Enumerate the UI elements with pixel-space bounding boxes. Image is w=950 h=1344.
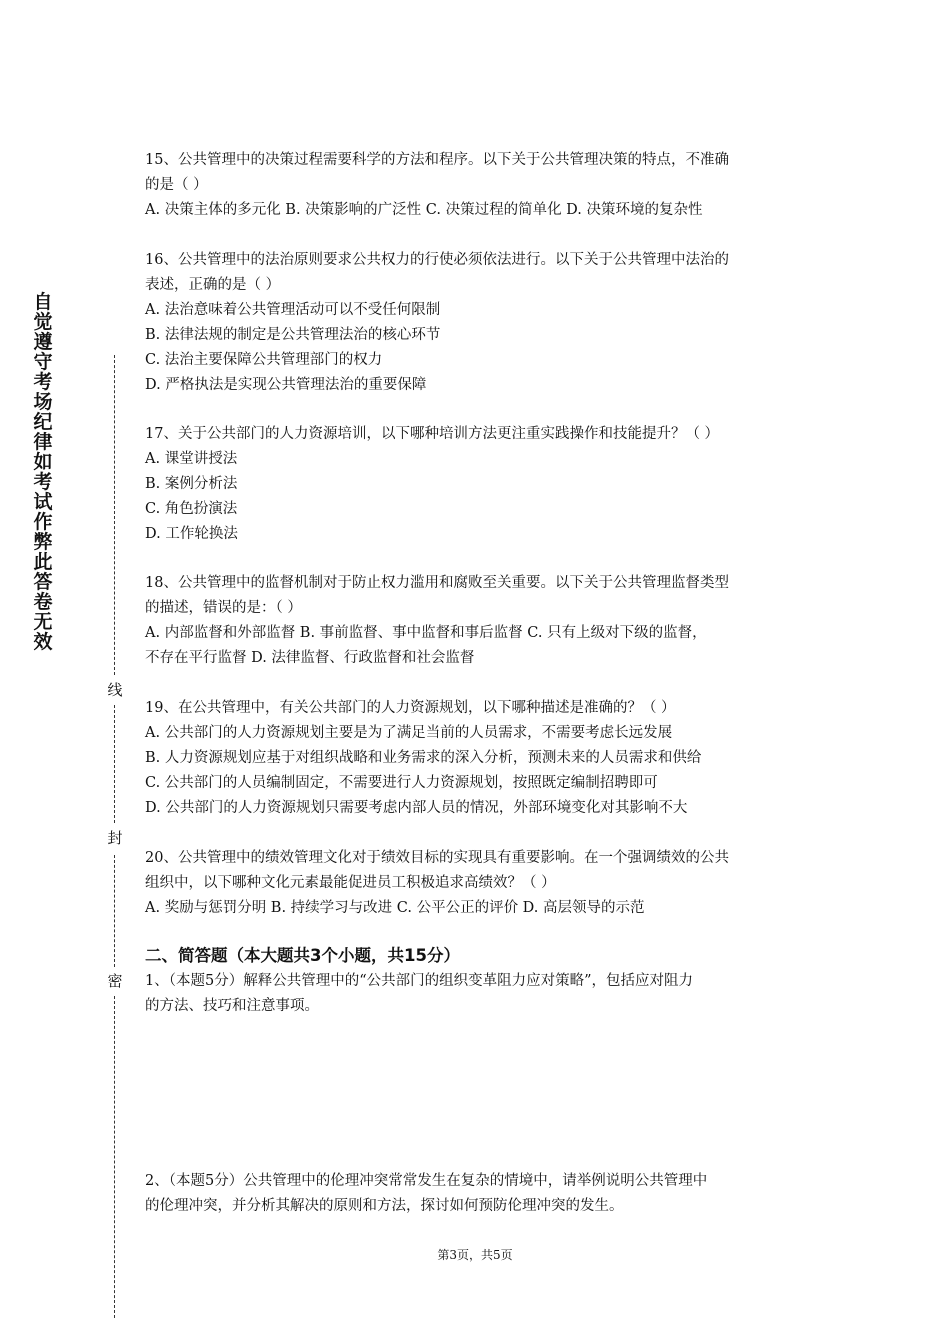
question-18 — [145, 571, 810, 671]
binding-mark-feng: 封 — [104, 829, 126, 847]
warning-char: 卷 — [33, 591, 53, 613]
question-15 — [145, 148, 810, 223]
option-d: D. 严格执法是实现公共管理法治的重要保障 — [145, 377, 427, 393]
warning-char: 弊 — [33, 531, 53, 553]
question-options: 不存在平行监督 D. 法律监督、行政监督和社会监督 — [145, 650, 475, 666]
question-line: 组织中，以下哪种文化元素最能促进员工积极追求高绩效？（ ） — [145, 875, 556, 891]
short-answer-2 — [145, 1169, 810, 1219]
question-17 — [145, 422, 810, 547]
question-options: A. 奖励与惩罚分明 B. 持续学习与改进 C. 公平公正的评价 D. 高层领导的示范 — [145, 900, 645, 916]
question-options: A. 内部监督和外部监督 B. 事前监督、事中监督和事后监督 C. 只有上级对下级的监督， — [145, 625, 707, 641]
binding-dashed-line — [114, 355, 115, 675]
page-footer: 第3页，共5页 — [437, 1248, 513, 1262]
option-b: B. 法律法规的制定是公共管理法治的核心环节 — [145, 327, 441, 343]
warning-char: 遵 — [33, 331, 53, 353]
question-line: 2、（本题5分）公共管理中的伦理冲突常常发生在复杂的情境中，请举例说明公共管理中 — [145, 1173, 708, 1189]
option-c: C. 法治主要保障公共管理部门的权力 — [145, 352, 383, 368]
warning-char: 试 — [33, 491, 53, 513]
warning-char: 觉 — [33, 311, 53, 333]
option-c: C. 角色扮演法 — [145, 501, 238, 517]
binding-mark-mi: 密 — [104, 972, 126, 990]
warning-char: 考 — [33, 371, 53, 393]
question-16 — [145, 248, 810, 398]
question-line: 18、公共管理中的监督机制对于防止权力滥用和腐败至关重要。以下关于公共管理监督类型 — [145, 575, 729, 591]
option-c: C. 公共部门的人员编制固定，不需要进行人力资源规划，按照既定编制招聘即可 — [145, 775, 658, 791]
option-a: A. 课堂讲授法 — [145, 451, 238, 467]
question-line: 的伦理冲突，并分析其解决的原则和方法，探讨如何预防伦理冲突的发生。 — [145, 1198, 624, 1214]
binding-dashed-line — [114, 855, 115, 967]
option-a: A. 法治意味着公共管理活动可以不受任何限制 — [145, 302, 441, 318]
option-b: B. 人力资源规划应基于对组织战略和业务需求的深入分析，预测未来的人员需求和供给 — [145, 750, 702, 766]
warning-char: 如 — [33, 451, 53, 473]
exam-discipline-warning — [30, 292, 56, 652]
question-line: 17、关于公共部门的人力资源培训，以下哪种培训方法更注重实践操作和技能提升？（ ） — [145, 426, 720, 442]
option-b: B. 案例分析法 — [145, 476, 238, 492]
question-line: 19、在公共管理中，有关公共部门的人力资源规划，以下哪种描述是准确的？（ ） — [145, 700, 676, 716]
section-title-short-answer: 二、简答题（本大题共3个小题，共15分） — [145, 946, 460, 965]
question-line: 15、公共管理中的决策过程需要科学的方法和程序。以下关于公共管理决策的特点，不准确 — [145, 152, 729, 168]
question-line: 1、（本题5分）解释公共管理中的“公共部门的组织变革阻力应对策略”，包括应对阻力 — [145, 973, 694, 989]
warning-char: 纪 — [33, 411, 53, 433]
question-line: 的是（ ） — [145, 177, 208, 193]
binding-dashed-line — [114, 996, 115, 1318]
warning-char: 律 — [33, 431, 53, 453]
warning-char: 作 — [33, 511, 53, 533]
question-20 — [145, 846, 810, 921]
warning-char: 效 — [33, 631, 53, 653]
warning-char: 此 — [33, 551, 53, 573]
question-line: 表述，正确的是（ ） — [145, 277, 281, 293]
question-19 — [145, 696, 810, 821]
short-answer-1 — [145, 969, 810, 1019]
question-options: A. 决策主体的多元化 B. 决策影响的广泛性 C. 决策过程的简单化 D. 决策环境的复杂性 — [145, 202, 703, 218]
warning-char: 答 — [33, 571, 53, 593]
warning-char: 守 — [33, 351, 53, 373]
warning-char: 场 — [33, 391, 53, 413]
question-line: 的描述，错误的是：（ ） — [145, 600, 302, 616]
question-line: 16、公共管理中的法治原则要求公共权力的行使必须依法进行。以下关于公共管理中法治的 — [145, 252, 729, 268]
option-d: D. 公共部门的人力资源规划只需要考虑内部人员的情况，外部环境变化对其影响不大 — [145, 800, 688, 816]
option-a: A. 公共部门的人力资源规划主要是为了满足当前的人员需求，不需要考虑长远发展 — [145, 725, 673, 741]
binding-mark-xian: 线 — [104, 681, 126, 699]
question-line: 20、公共管理中的绩效管理文化对于绩效目标的实现具有重要影响。在一个强调绩效的公共 — [145, 850, 729, 866]
question-line: 的方法、技巧和注意事项。 — [145, 998, 319, 1014]
warning-char: 无 — [33, 611, 53, 633]
option-d: D. 工作轮换法 — [145, 526, 238, 542]
warning-char: 考 — [33, 471, 53, 493]
warning-char: 自 — [33, 291, 53, 313]
binding-dashed-line — [114, 705, 115, 823]
